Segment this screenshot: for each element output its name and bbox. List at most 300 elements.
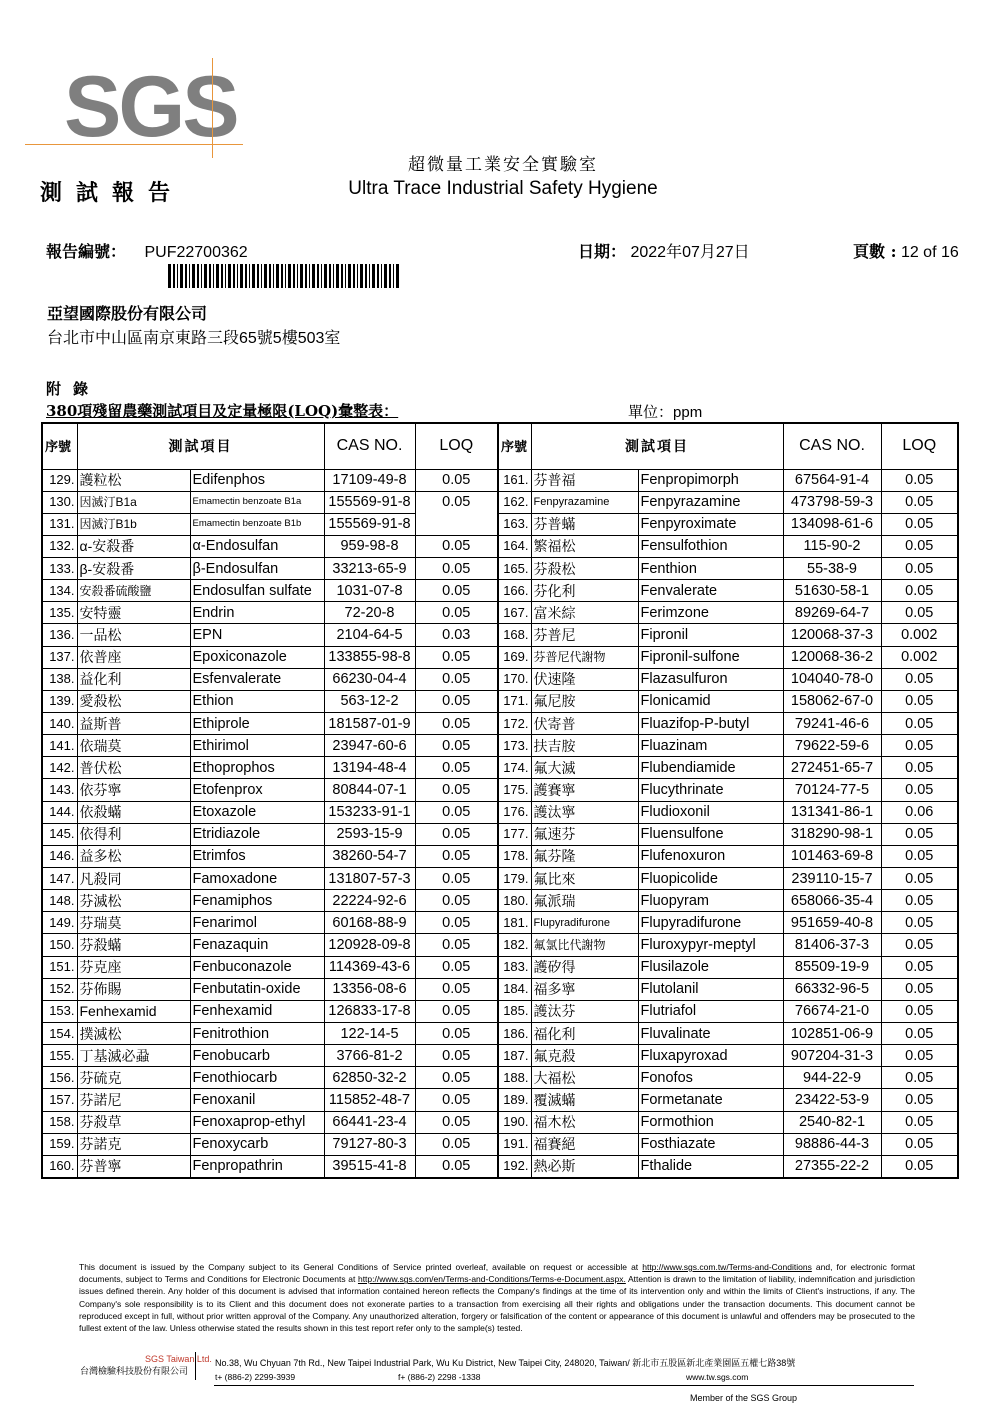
row-name-zh: 氟芬隆 <box>531 845 638 867</box>
row-name-zh: 福化利 <box>531 1023 638 1045</box>
row-number: 143. <box>42 779 77 801</box>
row-name-en: Flusilazole <box>638 956 783 978</box>
row-name-zh: 芬佈賜 <box>77 978 190 1000</box>
row-loq: 0.05 <box>415 535 498 557</box>
row-loq: 0.05 <box>415 1111 498 1133</box>
row-name-zh: 氟比來 <box>531 868 638 890</box>
row-number: 156. <box>42 1067 77 1089</box>
barcode-bar <box>221 264 223 288</box>
barcode-bar <box>249 264 250 288</box>
row-name-zh: 芬普尼 <box>531 624 638 646</box>
row-name-zh: 丁基滅必蝨 <box>77 1045 190 1067</box>
row-number: 147. <box>42 868 77 890</box>
row-name-zh: 芬瑞莫 <box>77 912 190 934</box>
row-name-zh: 扶吉胺 <box>531 735 638 757</box>
row-number: 187. <box>498 1045 531 1067</box>
row-number: 144. <box>42 801 77 823</box>
row-loq: 0.05 <box>415 801 498 823</box>
row-name-en: Fenobucarb <box>190 1045 324 1067</box>
row-cas: 658066-35-4 <box>783 890 881 912</box>
table-row <box>42 823 498 845</box>
row-number: 148. <box>42 890 77 912</box>
footer-member: Member of the SGS Group <box>690 1393 798 1403</box>
row-name-en: Fenoxanil <box>190 1089 324 1111</box>
row-name-en: Fluazinam <box>638 735 783 757</box>
table-row <box>42 1089 498 1111</box>
table-row <box>498 668 958 690</box>
row-name-en: Fenoxycarb <box>190 1133 324 1155</box>
row-number: 153. <box>42 1000 77 1022</box>
row-loq: 0.05 <box>881 1089 958 1111</box>
row-cas: 85509-19-9 <box>783 956 881 978</box>
row-loq: 0.05 <box>881 890 958 912</box>
table-row <box>498 845 958 867</box>
row-name-en: Famoxadone <box>190 868 324 890</box>
row-cas: 907204-31-3 <box>783 1045 881 1067</box>
barcode-bar <box>209 264 211 288</box>
header-cas: CAS NO. <box>324 423 415 469</box>
row-name-en: Fipronil-sulfone <box>638 646 783 668</box>
barcode-bar <box>225 264 226 288</box>
row-name-en: Fluazifop-P-butyl <box>638 713 783 735</box>
row-loq: 0.05 <box>415 890 498 912</box>
row-name-zh: Fenpyrazamine <box>531 491 638 513</box>
table-row <box>498 513 958 535</box>
barcode-bar <box>197 264 199 288</box>
row-name-zh: α-安殺番 <box>77 535 190 557</box>
row-cas: 959-98-8 <box>324 535 415 557</box>
row-cas: 72-20-8 <box>324 602 415 624</box>
row-loq: 0.05 <box>415 713 498 735</box>
row-loq: 0.05 <box>881 757 958 779</box>
barcode-bar <box>264 264 267 288</box>
row-name-en: Fenpropathrin <box>190 1155 324 1177</box>
row-number: 190. <box>498 1111 531 1133</box>
row-loq: 0.05 <box>415 580 498 602</box>
row-name-en: Formothion <box>638 1111 783 1133</box>
footer-rule <box>214 1385 914 1386</box>
row-cas: 80844-07-1 <box>324 779 415 801</box>
row-number: 162. <box>498 491 531 513</box>
table-row <box>42 735 498 757</box>
row-name-zh: 熱必斯 <box>531 1155 638 1177</box>
row-loq: 0.03 <box>415 624 498 646</box>
report-date-value: 2022年07月27日 <box>630 244 750 261</box>
table-row <box>498 1023 958 1045</box>
row-number: 182. <box>498 934 531 956</box>
row-loq: 0.05 <box>881 978 958 1000</box>
row-name-zh: 依殺蟎 <box>77 801 190 823</box>
row-number: 138. <box>42 668 77 690</box>
row-loq: 0.05 <box>415 1155 498 1177</box>
barcode-bar <box>336 264 339 288</box>
row-name-en: Fensulfothion <box>638 535 783 557</box>
row-name-en: α-Endosulfan <box>190 535 324 557</box>
row-name-en: Ethoprophos <box>190 757 324 779</box>
table-row <box>498 646 958 668</box>
row-cas: 126833-17-8 <box>324 1000 415 1022</box>
client-address: 台北市中山區南京東路三段65號5樓503室 <box>47 330 341 347</box>
table-row <box>498 801 958 823</box>
row-cas: 2104-64-5 <box>324 624 415 646</box>
row-name-zh: 芬克座 <box>77 956 190 978</box>
row-number: 151. <box>42 956 77 978</box>
row-loq: 0.05 <box>881 1023 958 1045</box>
row-number: 186. <box>498 1023 531 1045</box>
row-cas: 951659-40-8 <box>783 912 881 934</box>
row-cas: 318290-98-1 <box>783 823 881 845</box>
row-loq: 0.05 <box>881 1155 958 1177</box>
table-row <box>498 624 958 646</box>
row-number: 188. <box>498 1067 531 1089</box>
table-row <box>498 1111 958 1133</box>
row-name-en: Fthalide <box>638 1155 783 1177</box>
barcode-bar <box>204 264 207 288</box>
row-cas: 563-12-2 <box>324 690 415 712</box>
row-number: 161. <box>498 469 531 491</box>
row-name-zh: 芬普尼代謝物 <box>531 646 638 668</box>
table-row <box>42 558 498 580</box>
row-name-zh: β-安殺番 <box>77 558 190 580</box>
barcode-bar <box>192 264 195 288</box>
row-cas: 79127-80-3 <box>324 1133 415 1155</box>
row-number: 163. <box>498 513 531 535</box>
row-name-en: Fluopicolide <box>638 868 783 890</box>
table-row <box>498 956 958 978</box>
row-cas: 134098-61-6 <box>783 513 881 535</box>
row-number: 183. <box>498 956 531 978</box>
row-cas: 102851-06-9 <box>783 1023 881 1045</box>
row-name-zh: 依普座 <box>77 646 190 668</box>
table-row <box>42 868 498 890</box>
unit-value: ppm <box>673 404 703 421</box>
row-name-zh: 護矽得 <box>531 956 638 978</box>
row-loq: 0.002 <box>881 646 958 668</box>
row-name-en: Fenbutatin-oxide <box>190 978 324 1000</box>
row-number: 154. <box>42 1023 77 1045</box>
row-name-en: Fenpropimorph <box>638 469 783 491</box>
row-loq: 0.05 <box>881 668 958 690</box>
row-cas: 131807-57-3 <box>324 868 415 890</box>
barcode-bar <box>381 264 382 288</box>
row-cas: 62850-32-2 <box>324 1067 415 1089</box>
table-row <box>42 956 498 978</box>
row-loq: 0.05 <box>415 1089 498 1111</box>
row-cas: 115852-48-7 <box>324 1089 415 1111</box>
row-cas: 33213-65-9 <box>324 558 415 580</box>
row-cas: 13194-48-4 <box>324 757 415 779</box>
row-loq: 0.05 <box>415 845 498 867</box>
row-number: 157. <box>42 1089 77 1111</box>
row-number: 141. <box>42 735 77 757</box>
row-number: 149. <box>42 912 77 934</box>
row-loq: 0.05 <box>415 1133 498 1155</box>
row-name-en: Ethiprole <box>190 713 324 735</box>
table-row <box>498 1089 958 1111</box>
row-cas: 2593-15-9 <box>324 823 415 845</box>
row-number: 135. <box>42 602 77 624</box>
barcode-bar <box>305 264 307 288</box>
row-number: 130. <box>42 491 77 513</box>
logo-divider-vertical <box>212 58 213 158</box>
barcode-bar <box>348 264 351 288</box>
row-loq: 0.05 <box>881 1045 958 1067</box>
footer-company-en: SGS Taiwan Ltd. <box>145 1354 212 1364</box>
row-cas: 66230-04-4 <box>324 668 415 690</box>
barcode-bar <box>252 264 255 288</box>
table-row <box>42 535 498 557</box>
row-number: 145. <box>42 823 77 845</box>
row-cas: 122-14-5 <box>324 1023 415 1045</box>
row-loq: 0.05 <box>881 469 958 491</box>
table-row <box>42 624 498 646</box>
row-number: 137. <box>42 646 77 668</box>
row-number: 181. <box>498 912 531 934</box>
header-item: 測試項目 <box>531 423 783 469</box>
table-row <box>42 890 498 912</box>
row-name-en: Fosthiazate <box>638 1133 783 1155</box>
barcode-bar <box>396 264 399 288</box>
row-number: 168. <box>498 624 531 646</box>
row-name-en: Etofenprox <box>190 779 324 801</box>
row-loq: 0.05 <box>881 602 958 624</box>
row-name-en: Endosulfan sulfate <box>190 580 324 602</box>
row-cas: 239110-15-7 <box>783 868 881 890</box>
barcode-bar <box>329 264 331 288</box>
terms-link[interactable]: http://www.sgs.com.tw/Terms-and-Conditions <box>642 1262 812 1272</box>
table-row <box>498 934 958 956</box>
row-number: 165. <box>498 558 531 580</box>
row-number: 166. <box>498 580 531 602</box>
table-row <box>42 602 498 624</box>
row-name-zh: 覆滅蟎 <box>531 1089 638 1111</box>
row-cas: 115-90-2 <box>783 535 881 557</box>
row-number: 152. <box>42 978 77 1000</box>
row-cas: 155569-91-8 <box>324 491 415 513</box>
row-name-en: Flazasulfuron <box>638 668 783 690</box>
row-cas: 76674-21-0 <box>783 1000 881 1022</box>
table-row <box>42 978 498 1000</box>
row-name-en: Emamectin benzoate B1b <box>190 513 324 535</box>
row-name-en: Flubendiamide <box>638 757 783 779</box>
row-cas: 22224-92-6 <box>324 890 415 912</box>
row-cas: 23422-53-9 <box>783 1089 881 1111</box>
row-cas: 55-38-9 <box>783 558 881 580</box>
row-cas: 70124-77-5 <box>783 779 881 801</box>
row-number: 167. <box>498 602 531 624</box>
barcode-bar <box>321 264 322 288</box>
barcode-bar <box>384 264 387 288</box>
barcode-bar <box>213 264 214 288</box>
table-row <box>42 1023 498 1045</box>
row-name-en: Fenpyroximate <box>638 513 783 535</box>
row-name-en: Flutriafol <box>638 1000 783 1022</box>
row-number: 185. <box>498 1000 531 1022</box>
row-cas: 39515-41-8 <box>324 1155 415 1177</box>
row-name-en: Fonofos <box>638 1067 783 1089</box>
row-name-en: Fenvalerate <box>638 580 783 602</box>
row-loq: 0.05 <box>415 690 498 712</box>
table-row <box>42 1067 498 1089</box>
table-row <box>498 978 958 1000</box>
table-row <box>498 1155 958 1177</box>
page-count-value: 12 of 16 <box>900 244 959 261</box>
row-number: 132. <box>42 535 77 557</box>
barcode-image <box>168 264 402 288</box>
row-cas: 23947-60-6 <box>324 735 415 757</box>
footer-phone: t+ (886-2) 2299-3939 <box>215 1372 296 1382</box>
row-cas: 155569-91-8 <box>324 513 415 535</box>
row-loq: 0.05 <box>881 735 958 757</box>
row-loq: 0.05 <box>415 1045 498 1067</box>
table-row <box>498 735 958 757</box>
disclaimer-text-3: Attention is drawn to the limitation of liability, indemnification and jurisdiction issues defined therein. Any holder of this document is advised that information contained hereon reflects the Company's findings at the time of its intervention only and within the limits of Client's instructions, if any. The Company's sole responsibility is to its Client and this document does not exonerate parties to a transaction from exercising all their rights and obligations under the transaction documents. This document cannot be reproduced except in full, without prior written approval of the Company. Any unauthorized alteration, forgery or falsification of the content or appearance of this document is unlawful and offenders may be prosecuted to the fullest extent of the law. Unless otherwise stated the results shown in this test report refer only to the sample(s) tested. <box>79 1274 915 1334</box>
row-cas: 944-22-9 <box>783 1067 881 1089</box>
report-number <box>46 239 248 262</box>
table-row <box>498 779 958 801</box>
row-number: 176. <box>498 801 531 823</box>
header-loq: LOQ <box>881 423 958 469</box>
row-number: 178. <box>498 845 531 867</box>
barcode-bar <box>185 264 187 288</box>
row-name-en: Etoxazole <box>190 801 324 823</box>
row-loq: 0.05 <box>881 956 958 978</box>
row-name-en: Ferimzone <box>638 602 783 624</box>
row-loq: 0.05 <box>881 779 958 801</box>
row-cas: 79622-59-6 <box>783 735 881 757</box>
row-name-zh: 氟氯比代謝物 <box>531 934 638 956</box>
barcode-bar <box>228 264 231 288</box>
barcode-bar <box>257 264 259 288</box>
row-cas: 158062-67-0 <box>783 690 881 712</box>
row-cas: 17109-49-8 <box>324 469 415 491</box>
row-loq: 0.05 <box>415 1000 498 1022</box>
row-name-en: Fenbuconazole <box>190 956 324 978</box>
row-cas: 1031-07-8 <box>324 580 415 602</box>
row-name-zh: 護賽寧 <box>531 779 638 801</box>
row-cas: 3766-81-2 <box>324 1045 415 1067</box>
row-loq: 0.05 <box>881 823 958 845</box>
lab-name-en: Ultra Trace Industrial Safety Hygiene <box>348 178 658 199</box>
row-name-zh: 芬普寧 <box>77 1155 190 1177</box>
row-cas: 89269-64-7 <box>783 602 881 624</box>
table-row <box>498 713 958 735</box>
report-number-value: PUF22700362 <box>144 244 248 261</box>
row-name-en: Fenazaquin <box>190 934 324 956</box>
row-loq: 0.05 <box>415 757 498 779</box>
row-name-zh: 護汰寧 <box>531 801 638 823</box>
row-name-zh: 凡殺同 <box>77 868 190 890</box>
row-name-zh: 愛殺松 <box>77 690 190 712</box>
row-name-zh: 安殺番硫酸鹽 <box>77 580 190 602</box>
row-loq: 0.05 <box>415 934 498 956</box>
row-number: 180. <box>498 890 531 912</box>
row-name-zh: 氟尼胺 <box>531 690 638 712</box>
row-name-zh: 福賽絕 <box>531 1133 638 1155</box>
row-cas: 13356-08-6 <box>324 978 415 1000</box>
table-header-row <box>498 423 958 469</box>
row-name-zh: 伏寄普 <box>531 713 638 735</box>
sgs-logo: SGS <box>64 59 237 155</box>
row-number: 189. <box>498 1089 531 1111</box>
row-name-zh: 益多松 <box>77 845 190 867</box>
row-name-zh: 依瑞莫 <box>77 735 190 757</box>
row-name-en: Fluensulfone <box>638 823 783 845</box>
table-row <box>42 1111 498 1133</box>
row-name-zh: 氟速芬 <box>531 823 638 845</box>
unit-label: 單位： <box>628 403 674 421</box>
row-cas: 120928-09-8 <box>324 934 415 956</box>
row-number: 129. <box>42 469 77 491</box>
unit <box>628 401 702 422</box>
row-number: 136. <box>42 624 77 646</box>
row-number: 184. <box>498 978 531 1000</box>
row-loq: 0.05 <box>415 956 498 978</box>
row-number: 155. <box>42 1045 77 1067</box>
barcode-bar <box>273 264 274 288</box>
row-name-zh: 福多寧 <box>531 978 638 1000</box>
row-loq: 0.05 <box>881 1133 958 1155</box>
table-header-row <box>42 423 498 469</box>
barcode-bar <box>276 264 279 288</box>
table-row <box>498 602 958 624</box>
row-loq: 0.05 <box>881 845 958 867</box>
table-row <box>498 1067 958 1089</box>
barcode-bar <box>293 264 295 288</box>
barcode-bar <box>372 264 375 288</box>
row-loq: 0.05 <box>415 823 498 845</box>
table-row <box>42 757 498 779</box>
row-name-zh: 護汰芬 <box>531 1000 638 1022</box>
report-number-label: 報告編號： <box>46 242 127 261</box>
row-name-en: Etrimfos <box>190 845 324 867</box>
header-seq: 序號 <box>42 423 77 469</box>
barcode-bar <box>237 264 238 288</box>
row-loq: 0.06 <box>881 801 958 823</box>
barcode-bar <box>285 264 286 288</box>
row-number: 179. <box>498 868 531 890</box>
table-row <box>498 912 958 934</box>
row-name-en: Endrin <box>190 602 324 624</box>
row-number: 174. <box>498 757 531 779</box>
footer-website: www.tw.sgs.com <box>686 1372 749 1382</box>
barcode-bar <box>360 264 363 288</box>
barcode-bar <box>177 264 178 288</box>
row-cas: 98886-44-3 <box>783 1133 881 1155</box>
row-cas: 27355-22-2 <box>783 1155 881 1177</box>
barcode-bar <box>309 264 310 288</box>
header-seq: 序號 <box>498 423 531 469</box>
table-row <box>498 491 958 513</box>
row-cas: 133855-98-8 <box>324 646 415 668</box>
row-name-zh: 富米綜 <box>531 602 638 624</box>
table-row <box>498 1045 958 1067</box>
barcode-bar <box>389 264 391 288</box>
table-row <box>42 779 498 801</box>
row-cas: 473798-59-3 <box>783 491 881 513</box>
row-name-en: Fenhexamid <box>190 1000 324 1022</box>
table-row <box>42 1155 498 1177</box>
e-document-terms-link[interactable]: http://www.sgs.com/en/Terms-and-Conditions/Terms-e-Document.aspx. <box>357 1274 626 1285</box>
table-row <box>42 801 498 823</box>
barcode-bar <box>333 264 334 288</box>
row-number: 159. <box>42 1133 77 1155</box>
row-cas: 38260-54-7 <box>324 845 415 867</box>
pesticide-table-left <box>41 422 499 1179</box>
header-item: 測試項目 <box>77 423 324 469</box>
report-date-label: 日期： <box>578 242 627 261</box>
row-name-en: Flutolanil <box>638 978 783 1000</box>
